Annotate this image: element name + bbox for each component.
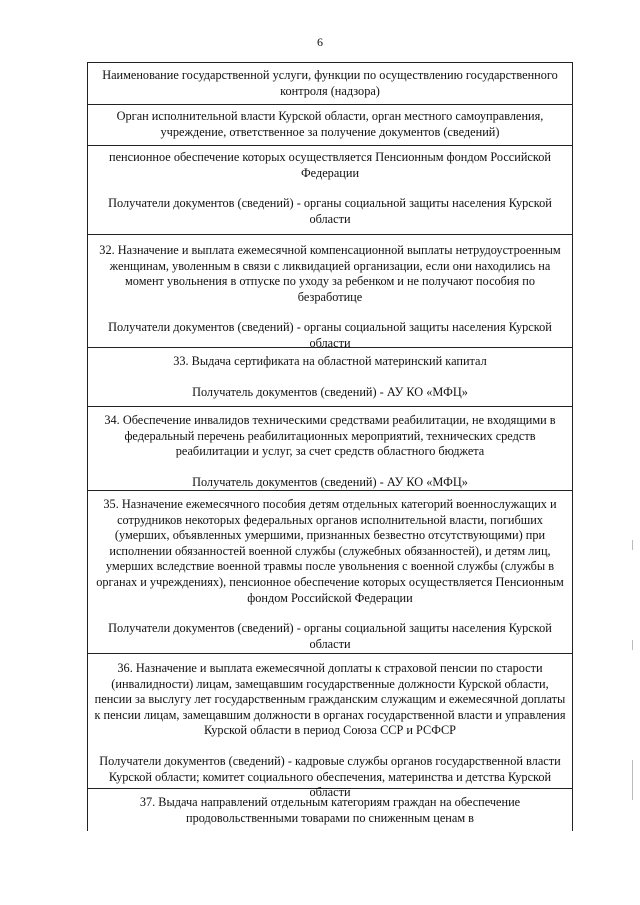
- header-title-text: Наименование государственной услуги, функции по осуществлению государственного контроля (надзора): [102, 68, 558, 98]
- recipient-text: Получатели документов (сведений) - органы социальной защиты населения Курской области: [108, 196, 552, 226]
- table-header-title: [88, 63, 572, 105]
- services-table: [87, 62, 573, 831]
- service-text: 34. Обеспечение инвалидов техническими средствами реабилитации, не входящими в федеральный перечень реабилитационных мероприятий, технических средств реабилитации и услуг, за счет средств областного бюджета: [104, 413, 556, 459]
- scan-edge-mark: [632, 540, 633, 550]
- recipient-text: Получатели документов (сведений) - кадровые службы органов государственной власти Курской области; комитет социального обеспечения, материнства и детства Курской области: [99, 753, 561, 800]
- table-row: [88, 654, 572, 800]
- table-row: [88, 235, 572, 348]
- table-row: [88, 491, 572, 654]
- table-row: [88, 146, 572, 235]
- recipient-text: Получатель документов (сведений) - АУ КО «МФЦ»: [192, 474, 468, 489]
- service-text: 35. Назначение ежемесячного пособия детям отдельных категорий военнослужащих и сотрудников некоторых федеральных органов исполнительной власти, погибших (умерших, объявленных умершими, признанных безвестно отсутствующими) при исполнении обязанностей военной службы (служебных обязанностей), и детям лиц, умерших вследствие военной травмы после увольнения с военной службы (службы в органах и учреждениях), пенсионное обеспечение которых осуществляется Пенсионным фондом Российской Федерации: [96, 497, 564, 605]
- table-row: [88, 789, 572, 831]
- service-text: 36. Назначение и выплата ежемесячной доплаты к страховой пенсии по старости (инвалидности) лицам, замещавшим государственные должности Курской области, пенсии за выслугу лет государственным гражданским служащим и ежемесячной доплаты к пенсии лицам, замещавшим должности в органах государственной власти и управления Курской области в период Союза ССР и РСФСР: [94, 661, 566, 738]
- service-text: 33. Выдача сертификата на областной материнский капитал: [173, 354, 487, 368]
- table-header-organ: [88, 105, 572, 146]
- scan-edge-mark: [632, 760, 633, 800]
- scan-edge-mark: [632, 640, 633, 650]
- service-text: 32. Назначение и выплата ежемесячной компенсационной выплаты нетрудоустроенным женщинам, уволенным в связи с ликвидацией организации, если они находились на момент увольнения в отпуске по уходу за ребенком и не получают пособия по безработице: [99, 243, 561, 304]
- table-row: [88, 407, 572, 491]
- header-organ-text: Орган исполнительной власти Курской области, орган местного самоуправления, учреждение, ответственное за получение документов (сведений): [116, 109, 544, 139]
- recipient-text: Получатели документов (сведений) - органы социальной защиты населения Курской области: [108, 621, 552, 651]
- table-row: [88, 348, 572, 407]
- recipient-text: Получатель документов (сведений) - АУ КО «МФЦ»: [192, 384, 468, 399]
- recipient-text: Получатели документов (сведений) - органы социальной защиты населения Курской области: [108, 320, 552, 350]
- page-number: 6: [317, 35, 323, 49]
- service-text: 37. Выдача направлений отдельным категориям граждан на обеспечение продовольственными товарами по сниженным ценам в: [139, 795, 521, 825]
- service-text: пенсионное обеспечение которых осуществляется Пенсионным фондом Российской Федерации: [109, 150, 551, 180]
